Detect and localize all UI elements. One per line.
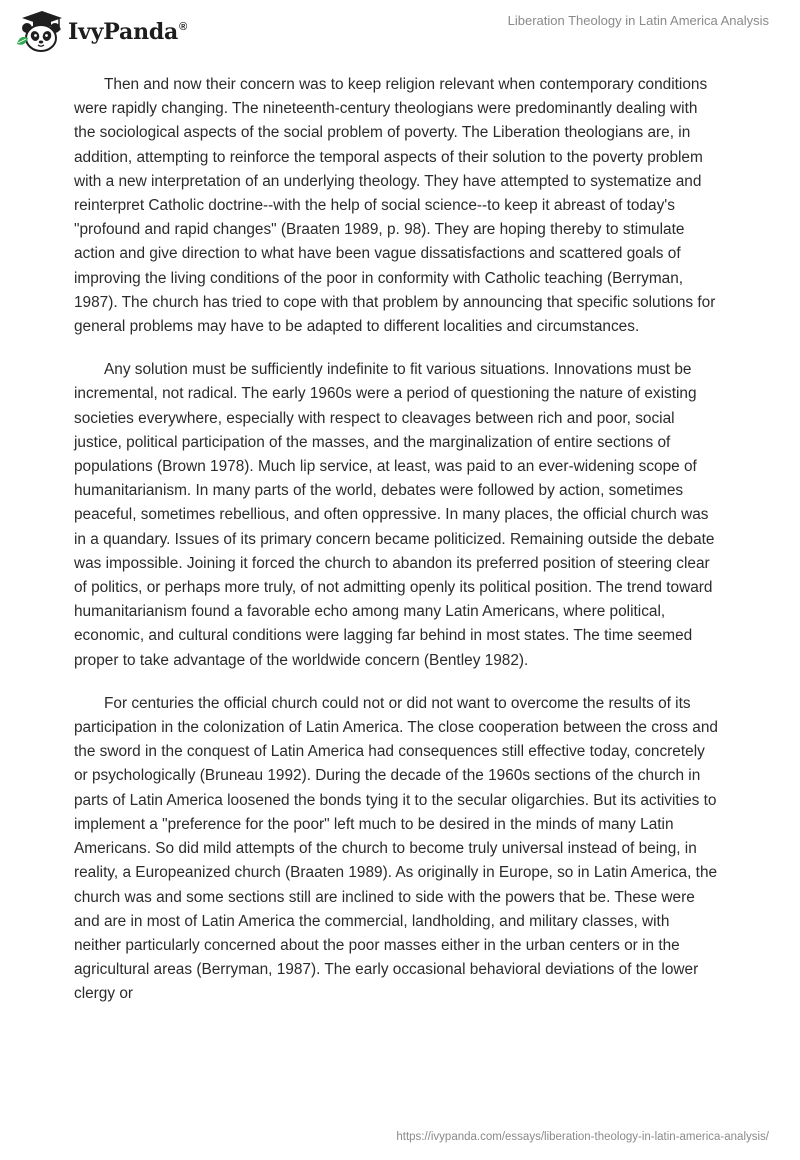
essay-body bbox=[74, 73, 720, 1026]
source-url[interactable]: https://ivypanda.com/essays/liberation-theology-in-latin-america-analysis/ bbox=[396, 1131, 769, 1143]
document-title: Liberation Theology in Latin America Analysis bbox=[507, 13, 769, 28]
registered-mark: ® bbox=[179, 21, 188, 33]
paragraph-2: Any solution must be sufficiently indefinite to fit various situations. Innovations must be incremental, not radical. The early 1960s were a period of questioning the nature of existing societies everywhere, especially with respect to cleavages between rich and poor, social justice, political participation of the masses, and the marginalization of entire sections of populations (Brown 1978). Much lip service, at least, was paid to an ever-widening scope of humanitarianism. In many parts of the world, debates were followed by action, sometimes peaceful, sometimes rebellious, and often oppressive. In many places, the official church was in a quandary. Issues of its primary concern became politicized. Remaining outside the debate was impossible. Joining it forced the church to abandon its preferred position of steering clear of politics, or perhaps more truly, of not admitting openly its political position. The trend toward humanitarianism found a favorable echo among many Latin Americans, where political, economic, and cultural conditions were lagging far behind in most states. The time seemed proper to take advantage of the worldwide concern (Bentley 1982). bbox=[74, 361, 715, 669]
paragraph-3: For centuries the official church could not or did not want to overcome the results of its participation in the colonization of Latin America. The close cooperation between the cross and the sword in the conquest of Latin America had consequences still effective today, concretely or psychologically (Bruneau 1992). During the decade of the 1960s sections of the church in parts of Latin America loosened the bonds tying it to the secular oligarchies. But its activities to implement a "preference for the poor" left much to be desired in the minds of many Latin Americans. So did mild attempts of the church to become truly universal instead of being, in reality, a Europeanized church (Braaten 1989). As originally in Europe, so in Latin America, the church was and some sections still are inclined to side with the powers that be. These were and are in most of Latin America the commercial, landholding, and military classes, with neither particularly concerned about the poor masses either in the urban centers or in the agricultural areas (Berryman, 1987). The early occasional behavioral deviations of the lower clergy or bbox=[74, 694, 718, 1003]
paragraph-1: Then and now their concern was to keep religion relevant when contemporary conditions were rapidly changing. The nineteenth-century theologians were predominantly dealing with the sociological aspects of the social problem of poverty. The Liberation theologians are, in addition, attempting to reinforce the temporal aspects of their solution to the poverty problem with a new interpretation of an underlying theology. They have attempted to systematize and reinterpret Catholic doctrine--with the help of social science--to keep it abreast of today's "profound and rapid changes" (Braaten 1989, p. 98). They are hoping thereby to stimulate action and give direction to what have been vague dissatisfactions and scattered goals of improving the living conditions of the poor in conformity with Catholic teaching (Berryman, 1987). The church has tried to cope with that problem by announcing that specific solutions for general problems may have to be adapted to different localities and circumstances. bbox=[74, 76, 716, 336]
logo-text: IvyPanda® bbox=[68, 19, 188, 45]
page-header bbox=[0, 0, 800, 60]
panda-graduation-cap-icon bbox=[14, 8, 64, 54]
logo[interactable] bbox=[14, 8, 187, 54]
